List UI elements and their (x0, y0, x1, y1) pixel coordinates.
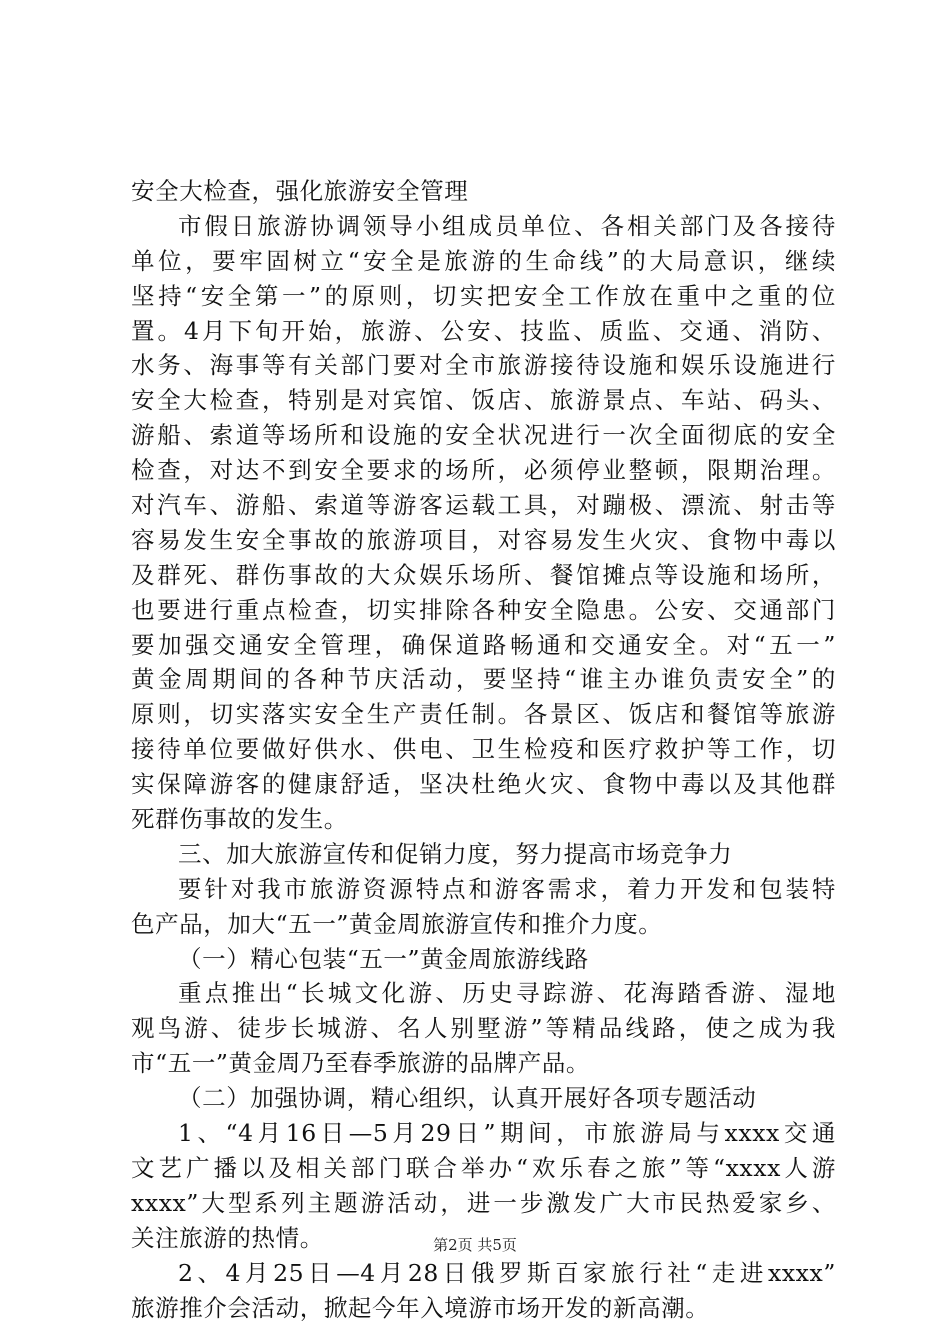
paragraph-line: xxxx”大型系列主题游活动，进一步激发广大市民热爱家乡、 (131, 1188, 836, 1217)
section-heading: 三、加大旅游宣传和促销力度，努力提高市场竞争力 (178, 839, 733, 868)
paragraph-line: 死群伤事故的发生。 (131, 805, 348, 834)
subsection-heading: （二）加强协调，精心组织，认真开展好各项专题活动 (178, 1084, 757, 1113)
paragraph-line: 色产品，加大“五一”黄金周旅游宣传和推介力度。 (131, 909, 663, 938)
paragraph-line: 要加强交通安全管理，确保道路畅通和交通安全。对“五一” (131, 630, 836, 659)
paragraph-line: 原则，切实落实安全生产责任制。各景区、饭店和餐馆等旅游 (131, 700, 836, 729)
paragraph-line: 容易发生安全事故的旅游项目，对容易发生火灾、食物中毒以 (131, 525, 836, 554)
page-number-footer: 第2页 共5页 (433, 1236, 517, 1254)
paragraph-line: 也要进行重点检查，切实排除各种安全隐患。公安、交通部门 (131, 595, 836, 624)
section-heading: 安全大检查，强化旅游安全管理 (131, 177, 469, 205)
paragraph-line: 单位，要牢固树立“安全是旅游的生命线”的大局意识，继续 (131, 246, 836, 275)
paragraph-line: 文艺广播以及相关部门联合举办“欢乐春之旅”等“xxxx人游 (131, 1153, 836, 1182)
paragraph-line: 要针对我市旅游资源特点和游客需求，着力开发和包装特 (178, 874, 836, 903)
paragraph-line: 游船、索道等场所和设施的安全状况进行一次全面彻底的安全 (131, 421, 836, 450)
paragraph-line: 坚持“安全第一”的原则，切实把安全工作放在重中之重的位 (131, 281, 836, 310)
paragraph-line: 黄金周期间的各种节庆活动，要坚持“谁主办谁负责安全”的 (131, 665, 836, 694)
paragraph-line: 旅游推介会活动，掀起今年入境游市场开发的新高潮。 (131, 1293, 710, 1322)
paragraph-line: 对汽车、游船、索道等游客运载工具，对蹦极、漂流、射击等 (131, 491, 836, 520)
document-body (131, 174, 836, 1325)
paragraph-line: 水务、海事等有关部门要对全市旅游接待设施和娱乐设施进行 (131, 351, 836, 380)
paragraph-line: 市“五一”黄金周乃至春季旅游的品牌产品。 (131, 1049, 591, 1078)
paragraph-line: 安全大检查，特别是对宾馆、饭店、旅游景点、车站、码头、 (131, 386, 836, 415)
subsection-heading: （一）精心包装“五一”黄金周旅游线路 (178, 944, 589, 973)
paragraph-line: 接待单位要做好供水、供电、卫生检疫和医疗救护等工作，切 (131, 735, 836, 764)
paragraph-line: 及群死、群伤事故的大众娱乐场所、餐馆摊点等设施和场所， (131, 560, 836, 589)
paragraph-line: 实保障游客的健康舒适，坚决杜绝火灾、食物中毒以及其他群 (131, 770, 836, 799)
paragraph-line: 关注旅游的热情。 (131, 1223, 324, 1252)
paragraph-line: 重点推出“长城文化游、历史寻踪游、花海踏香游、湿地 (178, 979, 836, 1008)
paragraph-line: 置。4月下旬开始，旅游、公安、技监、质监、交通、消防、 (131, 316, 836, 345)
paragraph-line: 市假日旅游协调领导小组成员单位、各相关部门及各接待 (178, 211, 836, 240)
paragraph-line: 1、“4月16日—5月29日”期间，市旅游局与xxxx交通 (178, 1119, 836, 1148)
paragraph-line: 观鸟游、徒步长城游、名人别墅游”等精品线路，使之成为我 (131, 1014, 836, 1043)
paragraph-line: 检查，对达不到安全要求的场所，必须停业整顿，限期治理。 (131, 456, 836, 485)
paragraph-line: 2、4月25日—4月28日俄罗斯百家旅行社“走进xxxx” (178, 1258, 836, 1287)
